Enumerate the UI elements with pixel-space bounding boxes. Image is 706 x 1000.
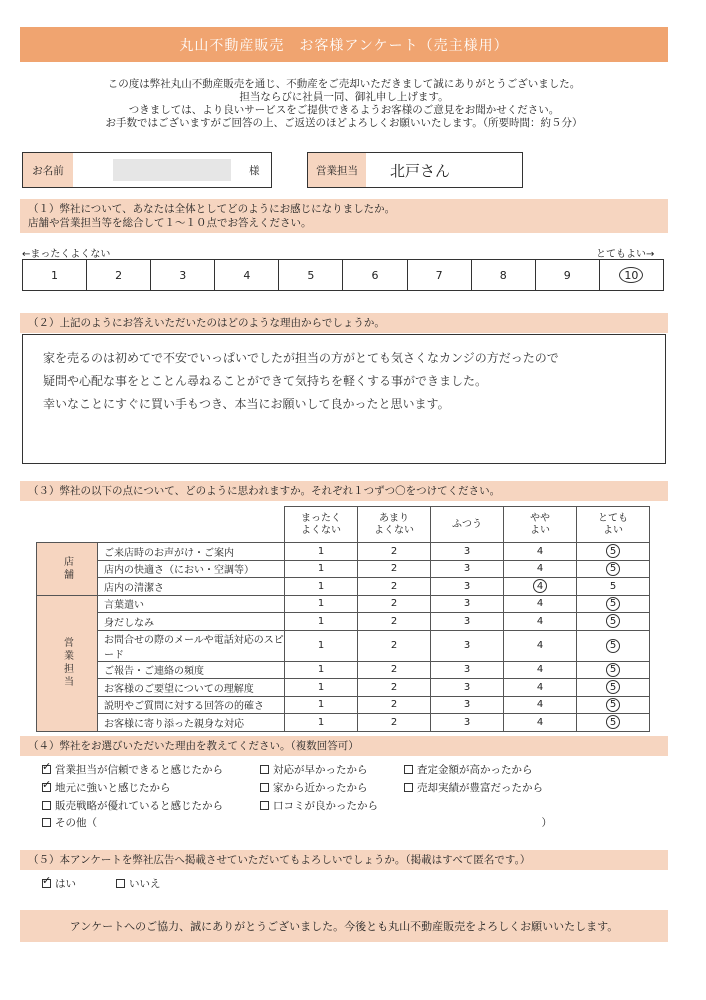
scale-value: 3 [179,268,187,282]
table-row [37,661,650,679]
rating-cell[interactable] [358,595,431,613]
rating-value: 2 [390,664,398,676]
rating-cell[interactable] [431,661,504,679]
checkbox-checked[interactable] [42,783,51,792]
item-label: 店内の清潔さ [98,578,285,596]
q2-heading: （２）上記のようにお答えいただいたのはどのような理由からでしょうか。 [20,313,668,333]
rating-value: 5 [606,663,620,677]
scale-value: 7 [435,268,443,282]
rating-value: 1 [317,580,325,592]
rating-cell[interactable] [504,679,577,697]
other-close: ） [541,817,552,829]
rating-value: 4 [533,579,547,593]
rating-cell[interactable] [285,578,358,596]
rating-value: 2 [390,716,398,728]
reason-option[interactable] [260,780,368,795]
item-label: お問合せの際のメールや電話対応のスピード [98,630,285,661]
scale-value: 6 [371,268,379,282]
survey-title: 丸山不動産販売 お客様アンケート（売主様用） [20,27,668,62]
reason-label: 査定金額が高かったから [417,764,533,776]
rating-cell[interactable] [358,714,431,732]
rating-value: 4 [536,681,544,693]
rating-value: 3 [463,699,471,711]
rating-cell[interactable] [504,696,577,714]
rating-cell[interactable] [504,613,577,631]
rating-value: 3 [463,716,471,728]
rating-value: 5 [606,544,620,558]
intro-line: つきましては、より良いサービスをご提供できるようお客様のご意見をお聞かせください。 [128,104,560,116]
rating-cell[interactable] [285,543,358,561]
rating-value: 2 [390,545,398,557]
scale-option[interactable] [600,260,663,290]
rating-cell[interactable] [577,661,650,679]
rating-cell[interactable] [358,543,431,561]
scale-option[interactable] [472,260,536,290]
rating-cell[interactable] [577,595,650,613]
rating-value: 3 [463,681,471,693]
table-row [37,696,650,714]
rating-value: 1 [317,545,325,557]
column-header: あまり よくない [358,507,431,543]
rating-cell[interactable] [358,696,431,714]
table-row [37,560,650,578]
consent-yes[interactable] [42,876,76,891]
rating-value: 5 [606,715,620,729]
rating-value: 3 [463,598,471,610]
scale-option[interactable] [23,260,87,290]
rating-cell[interactable] [504,560,577,578]
rating-cell[interactable] [577,613,650,631]
checkbox-checked[interactable] [42,765,51,774]
staff-value[interactable]: 北戸さん [390,161,451,180]
q3-heading: （３）弊社の以下の点について、どのように思われますか。それぞれ１つずつ〇をつけてください。 [20,481,668,501]
scale-high-label: とてもよい→ [596,249,655,260]
rating-value: 4 [536,640,544,651]
scale-value: 8 [499,268,507,282]
reason-label: 家から近かったから [273,782,368,794]
rating-value: 5 [606,680,620,694]
intro-text [20,78,668,130]
scale-value: 5 [307,268,315,282]
rating-value: 4 [536,615,544,627]
rating-cell[interactable] [285,679,358,697]
checkbox[interactable] [404,765,413,774]
checkbox[interactable] [404,783,413,792]
checkbox[interactable] [42,818,51,827]
reason-label: 地元に強いと感じたから [55,782,171,794]
rating-cell[interactable] [358,630,431,661]
rating-cell[interactable] [431,679,504,697]
rating-cell[interactable] [285,630,358,661]
scale-option[interactable] [408,260,472,290]
intro-line: お手数ではございますがご回答の上、ご返送のほどよろしくお願いいたします。（所要時間：約５分） [105,117,583,129]
rating-cell[interactable] [577,578,650,596]
rating-value: 2 [390,580,398,592]
rating-scale[interactable] [22,259,664,291]
name-value[interactable] [73,153,271,187]
rating-value: 2 [390,563,398,575]
scale-value: 1 [51,268,59,282]
scale-option[interactable] [87,260,151,290]
consent-no[interactable] [116,876,161,891]
rating-cell[interactable] [504,714,577,732]
rating-value: 5 [606,698,620,712]
rating-cell[interactable] [431,560,504,578]
rating-value: 5 [606,614,620,628]
reason-option[interactable] [260,762,368,777]
item-label: ご報告・ご連絡の頻度 [98,661,285,679]
rating-cell[interactable] [358,679,431,697]
rating-value: 1 [317,699,325,711]
checkbox-checked[interactable] [42,879,51,888]
name-suffix: 様 [249,164,260,177]
q4-heading: （４）弊社をお選びいただいた理由を教えてください。（複数回答可） [20,736,668,756]
rating-value: 5 [609,580,617,592]
reason-label: 販売戦略が優れていると感じたから [55,800,223,812]
rating-value: 1 [317,598,325,610]
scale-option[interactable] [343,260,407,290]
rating-cell[interactable] [504,595,577,613]
rating-value: 1 [317,716,325,728]
reason-option[interactable] [42,798,223,813]
rating-value: 1 [317,615,325,627]
rating-cell[interactable] [285,595,358,613]
rating-cell[interactable] [431,714,504,732]
rating-cell[interactable] [577,679,650,697]
rating-cell[interactable] [504,578,577,596]
name-field[interactable] [22,152,272,188]
scale-value: 4 [243,268,251,282]
reason-label: 口コミが良かったから [273,800,378,812]
column-header: ふつう [431,507,504,543]
rating-value: 3 [463,545,471,557]
rating-value: 3 [463,664,471,676]
q1-heading: （１）弊社について、あなたは全体としてどのようにお感じになりましたか。 店舗や営業担当等を総合して１～１０点でお答えください。 [20,199,668,233]
rating-value: 3 [463,615,471,627]
item-label: 店内の快適さ（におい・空調等） [98,560,285,578]
reason-label: 対応が早かったから [273,764,368,776]
reason-option[interactable] [42,762,223,777]
item-label: ご来店時のお声がけ・ご案内 [98,543,285,561]
name-redacted [113,159,231,181]
checkbox[interactable] [42,801,51,810]
item-label: お客様のご要望についての理解度 [98,679,285,697]
table-row [37,543,650,561]
other-option[interactable] [42,815,552,830]
rating-cell[interactable] [431,630,504,661]
reason-option[interactable] [404,780,543,795]
q5-heading: （５）本アンケートを弊社広告へ掲載させていただいてもよろしいでしょうか。（掲載はすべて匿名です。） [20,850,668,870]
rating-cell[interactable] [358,560,431,578]
rating-value: 2 [390,699,398,711]
rating-value: 2 [390,681,398,693]
rating-value: 2 [390,640,398,651]
rating-cell[interactable] [431,543,504,561]
rating-cell[interactable] [577,543,650,561]
table-row [37,613,650,631]
answer-line: 疑問や心配な事をとことん尋ねることができて気持ちを軽くする事ができました。 [43,374,488,388]
scale-option[interactable] [279,260,343,290]
checkbox[interactable] [260,765,269,774]
rating-cell[interactable] [431,595,504,613]
rating-cell[interactable] [577,560,650,578]
scale-low-label: ←まったくよくない [22,249,111,260]
reason-label: 売却実績が豊富だったから [417,782,543,794]
table-row [37,714,650,732]
intro-line: この度は弊社丸山不動産販売を通じ、不動産をご売却いただきまして誠にありがとうございました。 [107,78,581,90]
group-label: 営業担当 [37,595,98,731]
rating-value: 5 [606,597,620,611]
checkbox[interactable] [260,801,269,810]
rating-cell[interactable] [285,696,358,714]
rating-cell[interactable] [285,714,358,732]
item-label: お客様に寄り添った親身な対応 [98,714,285,732]
reason-label: 営業担当が信頼できると感じたから [55,764,223,776]
table-row [37,595,650,613]
staff-label: 営業担当 [308,153,366,187]
intro-line: 担当ならびに社員一同、御礼申し上げます。 [239,91,449,103]
rating-cell[interactable] [285,661,358,679]
rating-value: 4 [536,598,544,610]
footer-message: アンケートへのご協力、誠にありがとうございました。今後とも丸山不動産販売をよろしくお願いいたします。 [20,910,668,942]
rating-cell[interactable] [358,578,431,596]
answer-line: 幸いなことにすぐに買い手もつき、本当にお願いして良かったと思います。 [43,397,450,411]
item-label: 説明やご質問に対する回答の的確さ [98,696,285,714]
rating-value: 2 [390,615,398,627]
rating-value: 5 [606,639,620,653]
rating-value: 2 [390,598,398,610]
rating-cell[interactable] [358,613,431,631]
group-label: 店舗 [37,543,98,596]
table-row [37,679,650,697]
table-row [37,578,650,596]
reason-option[interactable] [42,780,171,795]
column-header: まったく よくない [285,507,358,543]
rating-value: 3 [463,563,471,575]
checkbox[interactable] [260,783,269,792]
scale-value: 9 [563,268,571,282]
rating-value: 4 [536,545,544,557]
rating-value: 4 [536,716,544,728]
table-row [37,630,650,661]
rating-value: 4 [536,664,544,676]
consent-no-label: いいえ [129,878,161,890]
checkbox[interactable] [116,879,125,888]
rating-cell[interactable] [504,630,577,661]
rating-cell[interactable] [504,543,577,561]
rating-value: 4 [536,563,544,575]
rating-cell[interactable] [577,714,650,732]
rating-value: 3 [463,580,471,592]
column-header: とても よい [577,507,650,543]
rating-cell[interactable] [358,661,431,679]
item-label: 身だしなみ [98,613,285,631]
rating-value: 3 [463,640,471,651]
reason-answer-box[interactable] [22,334,666,464]
rating-value: 5 [606,562,620,576]
reason-option[interactable] [404,762,533,777]
rating-cell[interactable] [285,613,358,631]
rating-cell[interactable] [285,560,358,578]
rating-cell[interactable] [431,578,504,596]
rating-value: 1 [317,640,325,651]
other-label: その他（ [55,817,97,829]
answer-line: 家を売るのは初めてで不安でいっぱいでしたが担当の方がとても気さくなカンジの方だったので [43,351,559,365]
rating-cell[interactable] [577,630,650,661]
scale-option[interactable] [215,260,279,290]
name-label: お名前 [23,153,73,187]
scale-value: 2 [115,268,123,282]
evaluation-table [36,506,650,732]
consent-yes-label: はい [55,878,76,890]
staff-field[interactable] [307,152,523,188]
rating-value: 1 [317,681,325,693]
rating-cell[interactable] [504,661,577,679]
rating-cell[interactable] [577,696,650,714]
item-label: 言葉遣い [98,595,285,613]
scale-value: 10 [619,267,643,283]
rating-value: 1 [317,664,325,676]
rating-value: 4 [536,699,544,711]
rating-value: 1 [317,563,325,575]
reason-option[interactable] [260,798,378,813]
scale-option[interactable] [151,260,215,290]
scale-option[interactable] [536,260,600,290]
rating-cell[interactable] [431,613,504,631]
rating-cell[interactable] [431,696,504,714]
column-header: やや よい [504,507,577,543]
